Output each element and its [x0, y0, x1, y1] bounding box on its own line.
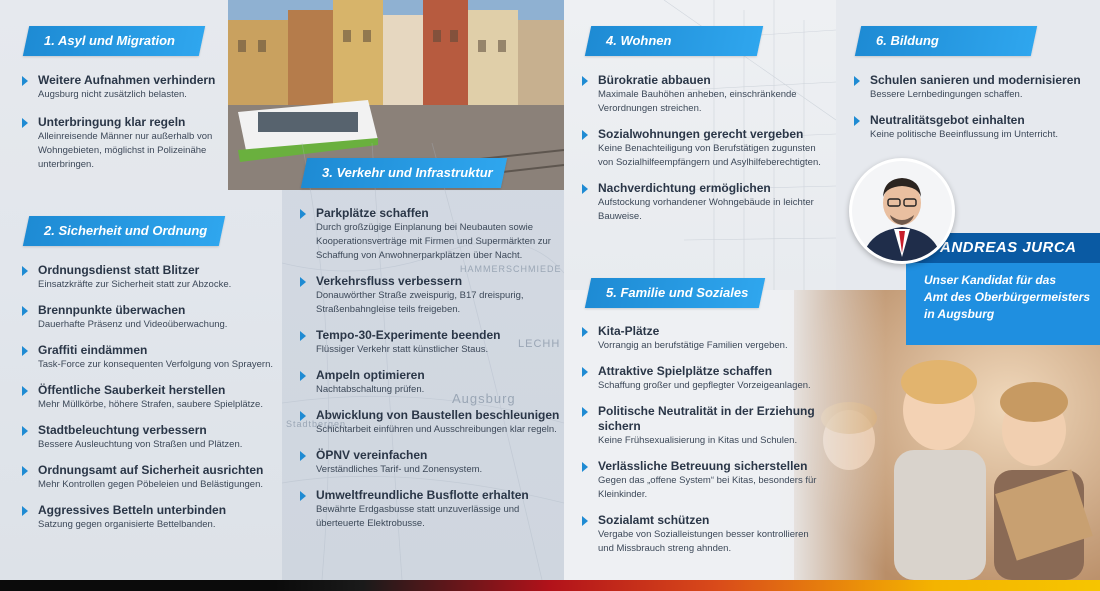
- bullet-arrow-icon: [300, 411, 306, 421]
- section-list-bildung: [852, 73, 1096, 153]
- item-desc: Donauwörther Straße zweispurig, B17 dreispurig, Straßenbahngleise teils freigeben.: [316, 290, 524, 315]
- item-title: Verlässliche Betreuung sicherstellen: [598, 459, 808, 473]
- item-title: Weitere Aufnahmen verhindern: [38, 73, 216, 87]
- list-item: [298, 274, 560, 317]
- item-title: Graffiti eindämmen: [38, 343, 148, 357]
- bullet-arrow-icon: [854, 116, 860, 126]
- candidate-tagline-box: [906, 263, 1100, 345]
- item-desc: Einsatzkräfte zur Sicherheit statt zur Abzocke.: [38, 279, 232, 290]
- list-item: [580, 459, 820, 502]
- item-title: Sozialamt schützen: [598, 513, 710, 527]
- list-item: [298, 206, 560, 263]
- item-desc: Nachtabschaltung prüfen.: [316, 384, 425, 395]
- item-desc: Augsburg nicht zusätzlich belasten.: [38, 89, 187, 100]
- section-header-wohnen: [585, 26, 763, 56]
- item-title: Nachverdichtung ermöglichen: [598, 181, 771, 195]
- bullet-arrow-icon: [22, 426, 28, 436]
- bullet-arrow-icon: [582, 76, 588, 86]
- item-desc: Keine politische Beeinflussung im Unterricht.: [870, 129, 1058, 140]
- item-title: Aggressives Betteln unterbinden: [38, 503, 227, 517]
- list-item: [20, 263, 278, 292]
- item-desc: Maximale Bauhöhen anheben, einschränkende Verordnungen streichen.: [598, 89, 797, 114]
- section-title-bildung: 6. Bildung: [876, 33, 939, 48]
- item-desc: Task-Force zur konsequenten Verfolgung von Sprayern.: [38, 359, 273, 370]
- item-title: Umweltfreundliche Busflotte erhalten: [316, 488, 529, 502]
- section-title-verkehr: 3. Verkehr und Infrastruktur: [322, 165, 493, 180]
- item-desc: Keine Frühsexualisierung in Kitas und Schulen.: [598, 435, 798, 446]
- bullet-arrow-icon: [22, 506, 28, 516]
- section-header-familie: [585, 278, 765, 308]
- section-list-verkehr: [298, 206, 560, 542]
- list-item: [20, 73, 220, 102]
- item-desc: Bessere Lernbedingungen schaffen.: [870, 89, 1023, 100]
- section-header-bildung: [855, 26, 1037, 56]
- bullet-arrow-icon: [22, 76, 28, 86]
- list-item: [298, 488, 560, 531]
- item-desc: Bessere Ausleuchtung von Straßen und Plätzen.: [38, 439, 243, 450]
- item-title: Verkehrsfluss verbessern: [316, 274, 463, 288]
- map-label-lechhausen: LECHH: [518, 338, 561, 350]
- item-title: Neutralitätsgebot einhalten: [870, 113, 1025, 127]
- bullet-arrow-icon: [300, 277, 306, 287]
- candidate-tagline: Unser Kandidat für das Amt des Oberbürgermeisters in Augsburg: [924, 273, 1091, 321]
- list-item: [298, 328, 560, 357]
- item-desc: Aufstockung vorhandener Wohngebäude in leichter Bauweise.: [598, 197, 814, 222]
- item-desc: Mehr Müllkörbe, höhere Strafen, saubere Spielplätze.: [38, 399, 263, 410]
- map-label-hammerschmiede: HAMMERSCHMIEDE: [460, 264, 562, 274]
- section-title-asyl: 1. Asyl und Migration: [44, 33, 175, 48]
- bullet-arrow-icon: [300, 451, 306, 461]
- item-desc: Dauerhafte Präsenz und Videoüberwachung.: [38, 319, 228, 330]
- list-item: [20, 343, 278, 372]
- bullet-arrow-icon: [582, 367, 588, 377]
- section-header-verkehr: [301, 158, 507, 188]
- list-item: [298, 448, 560, 477]
- bullet-arrow-icon: [22, 266, 28, 276]
- item-desc: Durch großzügige Einplanung bei Neubauten sowie Kooperationsverträge mit Firmen und Supermärkten zur Schaffung von Anwohnerparkplätzen über Nacht.: [316, 222, 551, 261]
- bullet-arrow-icon: [582, 516, 588, 526]
- bullet-arrow-icon: [22, 466, 28, 476]
- candidate-portrait: [849, 158, 955, 264]
- section-title-wohnen: 4. Wohnen: [606, 33, 672, 48]
- item-title: Unterbringung klar regeln: [38, 115, 186, 129]
- item-desc: Vergabe von Sozialleistungen besser kontrollieren und Missbrauch streng ahnden.: [598, 529, 809, 554]
- list-item: [852, 113, 1096, 142]
- list-item: [580, 181, 830, 224]
- list-item: [580, 73, 830, 116]
- item-desc: Schaffung großer und gepflegter Vorzeigeanlagen.: [598, 380, 811, 391]
- section-title-familie: 5. Familie und Soziales: [606, 285, 749, 300]
- list-item: [580, 324, 820, 353]
- bullet-arrow-icon: [582, 130, 588, 140]
- bullet-arrow-icon: [582, 407, 588, 417]
- item-desc: Schichtarbeit einführen und Ausschreibungen klar regeln.: [316, 424, 557, 435]
- flag-color-stripe: [0, 580, 1100, 591]
- list-item: [20, 303, 278, 332]
- item-title: Abwicklung von Baustellen beschleunigen: [316, 408, 560, 422]
- section-header-sicherheit: [23, 216, 225, 246]
- item-desc: Vorrangig an berufstätige Familien vergeben.: [598, 340, 788, 351]
- list-item: [20, 423, 278, 452]
- section-list-asyl: [20, 73, 220, 183]
- list-item: [580, 513, 820, 556]
- section-header-asyl: [23, 26, 205, 56]
- item-title: Attraktive Spielplätze schaffen: [598, 364, 773, 378]
- bullet-arrow-icon: [854, 76, 860, 86]
- bullet-arrow-icon: [22, 306, 28, 316]
- item-title: Ordnungsdienst statt Blitzer: [38, 263, 200, 277]
- list-item: [298, 368, 560, 397]
- bullet-arrow-icon: [300, 371, 306, 381]
- list-item: [580, 127, 830, 170]
- item-title: Kita-Plätze: [598, 324, 660, 338]
- bullet-arrow-icon: [582, 462, 588, 472]
- section-list-wohnen: [580, 73, 830, 235]
- item-desc: Verständliches Tarif- und Zonensystem.: [316, 464, 483, 475]
- item-title: Bürokratie abbauen: [598, 73, 711, 87]
- item-title: Ordnungsamt auf Sicherheit ausrichten: [38, 463, 264, 477]
- section-title-sicherheit: 2. Sicherheit und Ordnung: [44, 223, 208, 238]
- list-item: [580, 364, 820, 393]
- item-desc: Alleinreisende Männer nur außerhalb von Wohngebieten, möglichst in Polizeinähe unterbringen.: [38, 131, 213, 170]
- item-title: Schulen sanieren und modernisieren: [870, 73, 1081, 87]
- bullet-arrow-icon: [22, 118, 28, 128]
- bullet-arrow-icon: [22, 346, 28, 356]
- list-item: [20, 115, 220, 172]
- bullet-arrow-icon: [300, 209, 306, 219]
- item-title: Sozialwohnungen gerecht vergeben: [598, 127, 804, 141]
- item-title: Öffentliche Sauberkeit herstellen: [38, 383, 226, 397]
- bullet-arrow-icon: [22, 386, 28, 396]
- item-desc: Mehr Kontrollen gegen Pöbeleien und Belästigungen.: [38, 479, 263, 490]
- item-desc: Gegen das „offene System“ bei Kitas, besonders für Kleinkinder.: [598, 475, 817, 500]
- bullet-arrow-icon: [582, 184, 588, 194]
- item-desc: Satzung gegen organisierte Bettelbanden.: [38, 519, 216, 530]
- bullet-arrow-icon: [300, 331, 306, 341]
- item-title: ÖPNV vereinfachen: [316, 448, 428, 462]
- section-list-familie: [580, 324, 820, 567]
- candidate-name: ANDREAS JURCA: [940, 239, 1077, 256]
- bullet-arrow-icon: [300, 491, 306, 501]
- item-desc: Bewährte Erdgasbusse statt unzuverlässige und überteuerte Elektrobusse.: [316, 504, 520, 529]
- bullet-arrow-icon: [582, 327, 588, 337]
- item-title: Brennpunkte überwachen: [38, 303, 186, 317]
- map-label-stadtbergen: Stadtbergen: [286, 419, 347, 429]
- list-item: [20, 463, 278, 492]
- list-item: [20, 383, 278, 412]
- map-label-augsburg: Augsburg: [452, 391, 516, 406]
- list-item: [580, 404, 820, 448]
- item-title: Parkplätze schaffen: [316, 206, 429, 220]
- item-title: Ampeln optimieren: [316, 368, 425, 382]
- list-item: [852, 73, 1096, 102]
- list-item: [298, 408, 560, 437]
- item-title: Tempo-30-Experimente beenden: [316, 328, 501, 342]
- item-desc: Keine Benachteiligung von Berufstätigen zugunsten von Sozialhilfeempfängern und Asylhilfeberechtigten.: [598, 143, 821, 168]
- section-list-sicherheit: [20, 263, 278, 543]
- item-title: Stadtbeleuchtung verbessern: [38, 423, 207, 437]
- item-desc: Flüssiger Verkehr statt künstlicher Staus.: [316, 344, 489, 355]
- item-title: Politische Neutralität in der Erziehung sichern: [598, 404, 815, 433]
- list-item: [20, 503, 278, 532]
